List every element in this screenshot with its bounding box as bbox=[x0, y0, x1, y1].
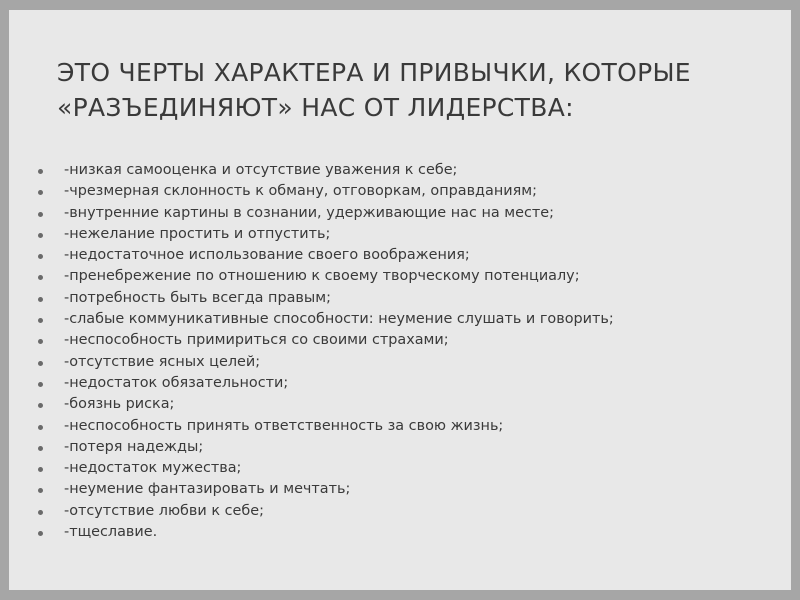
bullet-dot-icon bbox=[38, 339, 43, 344]
slide-title-line: ЭТО ЧЕРТЫ ХАРАКТЕРА И ПРИВЫЧКИ, КОТОРЫЕ bbox=[57, 58, 691, 87]
bullet-dot-icon bbox=[38, 403, 43, 408]
bullet-text: -недостаток обязательности; bbox=[64, 374, 289, 391]
bullet-dot-icon bbox=[38, 254, 43, 259]
bullet-text: -пренебрежение по отношению к своему творческому потенциалу; bbox=[64, 268, 580, 285]
bullet-dot-icon bbox=[38, 361, 43, 366]
bullet-item bbox=[38, 288, 614, 309]
bullet-text: -неспособность принять ответственность за свою жизнь; bbox=[64, 417, 504, 434]
bullet-item bbox=[38, 437, 614, 458]
bullet-dot-icon bbox=[38, 297, 43, 302]
bullet-item bbox=[38, 522, 614, 543]
slide bbox=[9, 10, 791, 590]
bullet-dot-icon bbox=[38, 425, 43, 430]
bullet-text: -внутренние картины в сознании, удерживающие нас на месте; bbox=[64, 204, 554, 221]
bullet-item bbox=[38, 330, 614, 351]
bullet-text: -отсутствие ясных целей; bbox=[64, 353, 261, 370]
bullet-item bbox=[38, 181, 614, 202]
bullet-dot-icon bbox=[38, 318, 43, 323]
bullet-item bbox=[38, 352, 614, 373]
bullet-dot-icon bbox=[38, 531, 43, 536]
bullet-dot-icon bbox=[38, 275, 43, 280]
bullet-item bbox=[38, 394, 614, 415]
bullet-item bbox=[38, 458, 614, 479]
slide-title bbox=[57, 55, 757, 125]
slide-title-line: «РАЗЪЕДИНЯЮТ» НАС ОТ ЛИДЕРСТВА: bbox=[57, 93, 574, 122]
bullet-item bbox=[38, 160, 614, 181]
bullet-text: -тщеславие. bbox=[64, 524, 158, 541]
bullet-dot-icon bbox=[38, 382, 43, 387]
bullet-text: -отсутствие любви к себе; bbox=[64, 502, 264, 519]
bullet-dot-icon bbox=[38, 233, 43, 238]
bullet-item bbox=[38, 203, 614, 224]
bullet-dot-icon bbox=[38, 190, 43, 195]
bullet-item bbox=[38, 373, 614, 394]
bullet-dot-icon bbox=[38, 510, 43, 515]
bullet-item bbox=[38, 501, 614, 522]
bullet-item bbox=[38, 416, 614, 437]
bullet-text: -слабые коммуникативные способности: неумение слушать и говорить; bbox=[64, 311, 614, 328]
bullet-item bbox=[38, 309, 614, 330]
bullet-item bbox=[38, 224, 614, 245]
bullet-dot-icon bbox=[38, 446, 43, 451]
bullet-text: -боязнь риска; bbox=[64, 396, 175, 413]
bullet-list bbox=[38, 160, 614, 543]
bullet-dot-icon bbox=[38, 467, 43, 472]
bullet-text: -неспособность примириться со своими страхами; bbox=[64, 332, 449, 349]
bullet-dot-icon bbox=[38, 488, 43, 493]
bullet-dot-icon bbox=[38, 212, 43, 217]
bullet-text: -низкая самооценка и отсутствие уважения к себе; bbox=[64, 162, 458, 178]
bullet-text: -потеря надежды; bbox=[64, 438, 204, 455]
bullet-text: -недостаток мужества; bbox=[64, 460, 242, 477]
bullet-text: -недостаточное использование своего воображения; bbox=[64, 247, 470, 264]
bullet-text: -неумение фантазировать и мечтать; bbox=[64, 481, 351, 498]
bullet-dot-icon bbox=[38, 169, 43, 174]
bullet-text: -чрезмерная склонность к обману, отговоркам, оправданиям; bbox=[64, 183, 537, 200]
bullet-text: -нежелание простить и отпустить; bbox=[64, 225, 331, 242]
bullet-item bbox=[38, 479, 614, 500]
bullet-item bbox=[38, 245, 614, 266]
bullet-item bbox=[38, 266, 614, 287]
bullet-text: -потребность быть всегда правым; bbox=[64, 289, 331, 306]
